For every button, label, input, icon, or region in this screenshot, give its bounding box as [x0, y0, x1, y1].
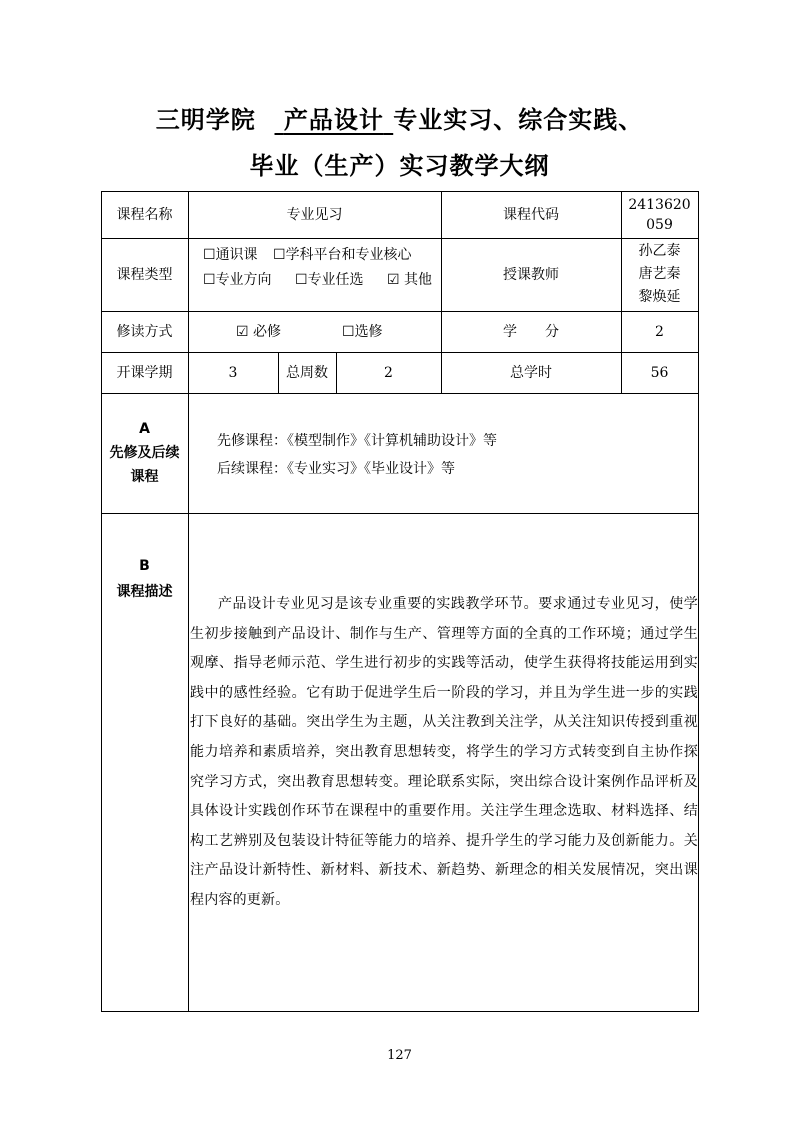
- course-name-value: 专业见习: [286, 206, 343, 223]
- course-code-value: 2413620 059: [628, 196, 691, 233]
- section-a-letter: A: [139, 421, 150, 437]
- checked-box-icon: ☑: [387, 272, 400, 288]
- checkbox-icon: ☐: [273, 247, 286, 263]
- document-title-line2: 毕业（生产）实习教学大纲: [249, 152, 550, 180]
- study-mode-label: 修读方式: [116, 323, 173, 340]
- follow-up-courses: 后续课程：《专业实习》《毕业设计》等: [217, 461, 455, 477]
- prerequisite-courses: 先修课程：《模型制作》《计算机辅助设计》等: [217, 433, 497, 449]
- weeks-value: 2: [384, 364, 393, 381]
- study-mode-required[interactable]: ☑ 必修: [236, 324, 282, 340]
- section-a-title: A 先修及后续 课程: [101, 393, 188, 513]
- credit-label: 学 分: [503, 323, 559, 340]
- teacher-name: 黎焕延: [638, 289, 681, 305]
- checkbox-icon: ☐: [203, 272, 216, 288]
- teacher-list: [621, 238, 698, 311]
- semester-label: 开课学期: [116, 364, 173, 381]
- title-school: 三明学院: [155, 106, 256, 134]
- teacher-name: 孙乙泰: [638, 243, 681, 259]
- semester-value: 3: [228, 364, 238, 381]
- course-type-option-core[interactable]: ☐学科平台和专业核心: [273, 247, 412, 263]
- weeks-label: 总周数: [286, 364, 328, 381]
- checkbox-icon: ☐: [295, 272, 308, 288]
- checkbox-icon: ☐: [342, 324, 355, 340]
- course-type-option-direction[interactable]: ☐专业方向: [203, 272, 272, 288]
- checked-box-icon: ☑: [236, 324, 249, 340]
- hours-value: 56: [650, 364, 669, 381]
- section-b-letter: B: [139, 558, 150, 574]
- page-number: 127: [387, 1048, 412, 1063]
- credit-value: 2: [655, 323, 664, 340]
- study-mode-elective[interactable]: ☐选修: [342, 324, 383, 340]
- course-type-option-elective[interactable]: ☐专业任选: [295, 272, 364, 288]
- course-description: 产品设计专业见习是该专业重要的实践教学环节。要求通过专业见习，使学生初步接触到产品设计、制作与生产、管理等方面的全真的工作环境；通过学生观摩、指导老师示范、学生进行初步的实践等活动，使学生获得将技能运用到实践中的感性经验。它有助于促进学生后一阶段的学习，并且为学生进一步的实践打下良好的基础。突出学生为主题，从关注教到关注学，从关注知识传授到重视能力培养和素质培养，突出教育思想转变，将学生的学习方式转变到自主协作探究学习方式，突出教育思想转变。理论联系实际，突出综合设计案例作品评析及具体设计实践创作环节在课程中的重要作用。关注学生理念选取、材料选择、结构工艺辨别及包装设计特征等能力的培养、提升学生的学习能力及创新能力。关注产品设计新特性、新材料、新技术、新趋势、新理念的相关发展情况，突出课程内容的更新。: [190, 596, 698, 908]
- document-title-line1: [0, 100, 799, 135]
- course-name-label: 课程名称: [116, 206, 173, 223]
- course-type-option-general[interactable]: ☐通识课: [203, 247, 258, 263]
- checkbox-icon: ☐: [203, 247, 216, 263]
- teacher-label: 授课教师: [503, 266, 559, 283]
- title-major: 产品设计: [283, 106, 384, 134]
- teacher-name: 唐艺秦: [638, 266, 681, 282]
- course-code-label: 课程代码: [503, 206, 559, 223]
- hours-label: 总学时: [510, 364, 552, 381]
- course-type-label: 课程类型: [116, 266, 173, 283]
- title-suffix: 专业实习、综合实践、: [393, 106, 644, 134]
- course-type-option-other[interactable]: ☑ 其他: [387, 272, 433, 288]
- section-b-title: B 课程描述: [101, 553, 188, 605]
